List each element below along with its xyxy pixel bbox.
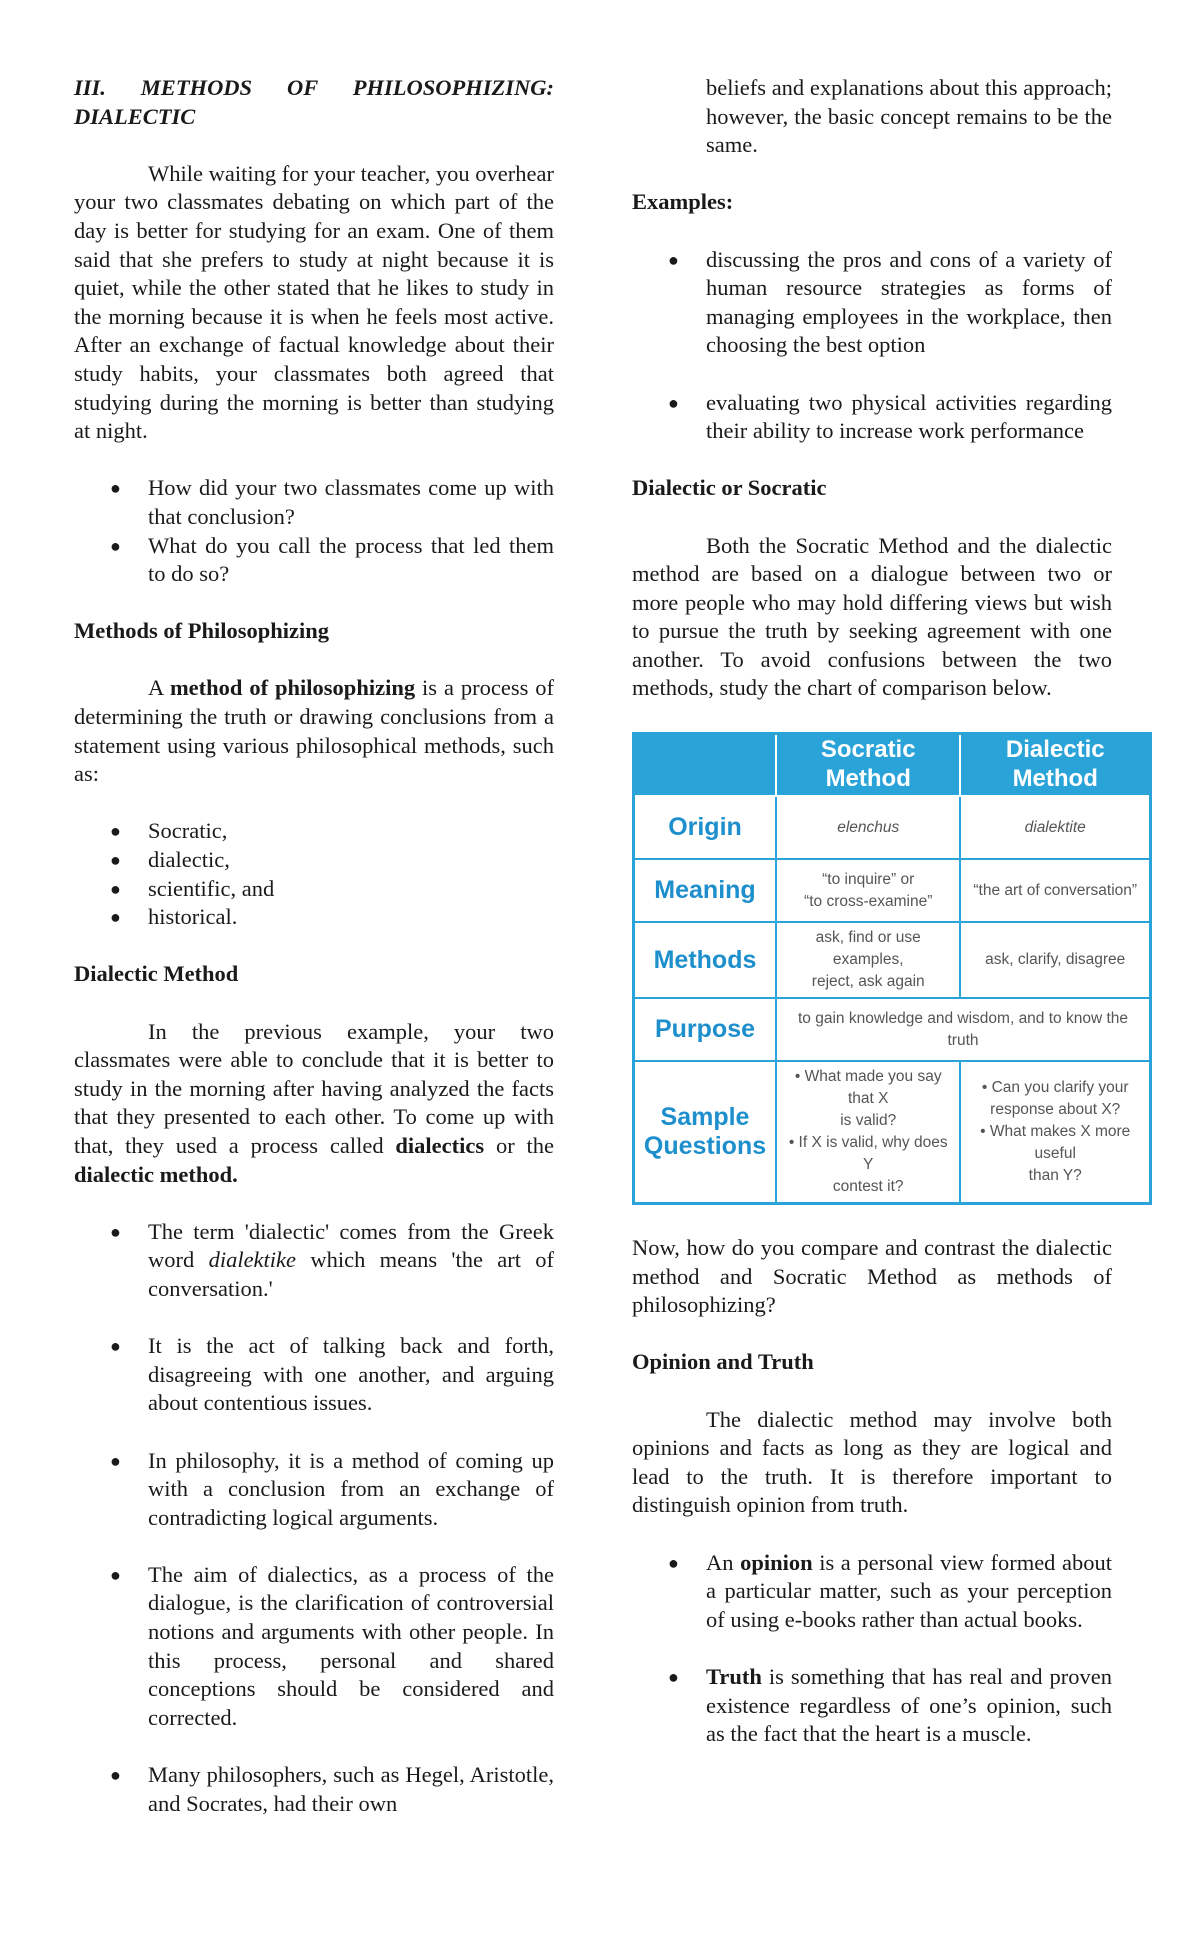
table-cell: • What made you say that X is valid? • If X is valid, why does Y contest it? xyxy=(776,1061,960,1204)
bullet-icon: ● xyxy=(668,392,679,413)
section-title-line2: DIALECTIC xyxy=(74,103,196,129)
methods-list xyxy=(74,817,554,931)
socratic-paragraph: Both the Socratic Method and the dialectic method are based on a dialogue between two or more people who may hold differing views but wish to pursue the truth by seeking agreement with one another. To avoid confusions between the two methods, study the chart of comparison below. xyxy=(632,532,1112,701)
compare-paragraph: Now, how do you compare and contrast the dialectic method and Socratic Method as methods of philosophizing? xyxy=(632,1235,1112,1318)
list-item: ● discussing the pros and cons of a variety of human resource strategies as forms of managing employees in the workplace, then choosing the best option xyxy=(668,246,1112,358)
socratic-heading: Dialectic or Socratic xyxy=(632,475,827,501)
intro-paragraph: While waiting for your teacher, you overhear your two classmates debating on which part of the day is better for studying for an exam. One of them said that she prefers to study at night because it is quiet, while the other stated that he likes to study in the morning because it is when he feels most active. After an exchange of factual knowledge about their study habits, your classmates both agreed that studying during the morning is better than studying at night. xyxy=(74,160,554,444)
bullet-icon: ● xyxy=(110,1450,121,1471)
list-item: ● What do you call the process that led them to do so? xyxy=(110,532,554,587)
methods-paragraph: A method of philosophizing is a process of determining the truth or drawing conclusions from a statement using various philosophical methods, such as: xyxy=(74,675,554,787)
continuation-paragraph: beliefs and explanations about this approach; however, the basic concept remains to be the same. xyxy=(706,75,1112,158)
table-cell: “to inquire” or “to cross-examine” xyxy=(776,859,960,922)
list-item: ● Many philosophers, such as Hegel, Aristotle, and Socrates, had their own xyxy=(110,1762,554,1816)
table-row xyxy=(634,859,1151,922)
table-cell: to gain knowledge and wisdom, and to know the truth xyxy=(776,998,1151,1061)
table-cell: “the art of conversation” xyxy=(960,859,1150,922)
bullet-icon: ● xyxy=(110,1336,121,1357)
list-item: ● In philosophy, it is a method of coming up with a conclusion from an exchange of contradicting logical arguments. xyxy=(110,1447,554,1530)
row-label-sample-questions: Sample Questions xyxy=(634,1061,777,1204)
list-item: ● How did your two classmates come up with that conclusion? xyxy=(110,475,554,529)
list-item: ● Truth is something that has real and proven existence regardless of one’s opinion, such as the fact that the heart is a muscle. xyxy=(668,1663,1112,1747)
dialectic-heading: Dialectic Method xyxy=(74,961,239,987)
dialectic-paragraph: In the previous example, your two classmates were able to conclude that it is better to study in the morning after having analyzed the facts that they presented to each other. To come up with that, they used a process called dialectics or the dialectic method. xyxy=(74,1018,554,1187)
left-column xyxy=(74,74,554,1818)
bullet-icon: ● xyxy=(110,1765,121,1786)
section-title: III. METHODS OF PHILOSOPHIZING: xyxy=(74,75,554,100)
column-header-dialectic: Dialectic Method xyxy=(960,734,1150,797)
list-item: ● historical. xyxy=(74,903,554,932)
table-row xyxy=(634,998,1151,1061)
row-label-meaning: Meaning xyxy=(634,859,777,922)
list-item: ● scientific, and xyxy=(74,875,554,904)
bullet-icon: ● xyxy=(110,535,121,556)
methods-heading: Methods of Philosophizing xyxy=(74,618,330,644)
opinion-paragraph: The dialectic method may involve both opinions and facts as long as they are logical and lead to the truth. It is therefore important to distinguish opinion from truth. xyxy=(632,1406,1112,1518)
list-item: ● It is the act of talking back and forth, disagreeing with one another, and arguing about contentious issues. xyxy=(110,1333,554,1416)
table-cell: • Can you clarify your response about X? • What makes X more useful than Y? xyxy=(960,1061,1150,1204)
row-label-purpose: Purpose xyxy=(634,998,777,1061)
bullet-icon: ● xyxy=(668,1666,679,1687)
bullet-icon: ● xyxy=(110,478,121,499)
table-cell: dialektite xyxy=(960,796,1150,859)
comparison-table xyxy=(632,732,1152,1205)
bullet-icon: ● xyxy=(110,821,121,842)
table-cell: ask, clarify, disagree xyxy=(960,922,1150,998)
table-row xyxy=(634,922,1151,998)
bullet-icon: ● xyxy=(110,1564,121,1585)
examples-heading: Examples: xyxy=(632,189,734,215)
right-column xyxy=(632,74,1138,1749)
list-item: ● evaluating two physical activities regarding their ability to increase work performance xyxy=(668,389,1112,444)
examples-list xyxy=(632,246,1112,446)
table-cell: elenchus xyxy=(776,796,960,859)
table-row xyxy=(634,796,1151,859)
bullet-icon: ● xyxy=(668,1552,679,1573)
table-cell: ask, find or use examples, reject, ask again xyxy=(776,922,960,998)
list-item: ● Socratic, xyxy=(74,817,554,846)
column-header-socratic: Socratic Method xyxy=(776,734,960,797)
opinion-heading: Opinion and Truth xyxy=(632,1349,814,1375)
bullet-icon: ● xyxy=(668,249,679,270)
list-item: ● The aim of dialectics, as a process of the dialogue, is the clarification of controversial notions and arguments with other people. In this process, personal and shared conceptions should be considered and corrected. xyxy=(110,1561,554,1730)
list-item: ● The term 'dialectic' comes from the Greek word dialektike which means 'the art of conversation.' xyxy=(110,1218,555,1301)
opinion-list xyxy=(632,1549,1112,1749)
dialectic-list xyxy=(74,1218,554,1818)
list-item: ● dialectic, xyxy=(74,846,554,875)
bullet-icon: ● xyxy=(110,878,121,899)
bullet-icon: ● xyxy=(110,907,121,928)
bullet-icon: ● xyxy=(110,1221,121,1242)
bullet-icon: ● xyxy=(110,850,121,871)
table-row xyxy=(634,1061,1151,1204)
row-label-origin: Origin xyxy=(634,796,777,859)
list-item: ● An opinion is a personal view formed about a particular matter, such as your perception of using e-books rather than actual books. xyxy=(668,1549,1112,1632)
question-list xyxy=(74,474,554,588)
table-corner xyxy=(634,734,777,797)
row-label-methods: Methods xyxy=(634,922,777,998)
